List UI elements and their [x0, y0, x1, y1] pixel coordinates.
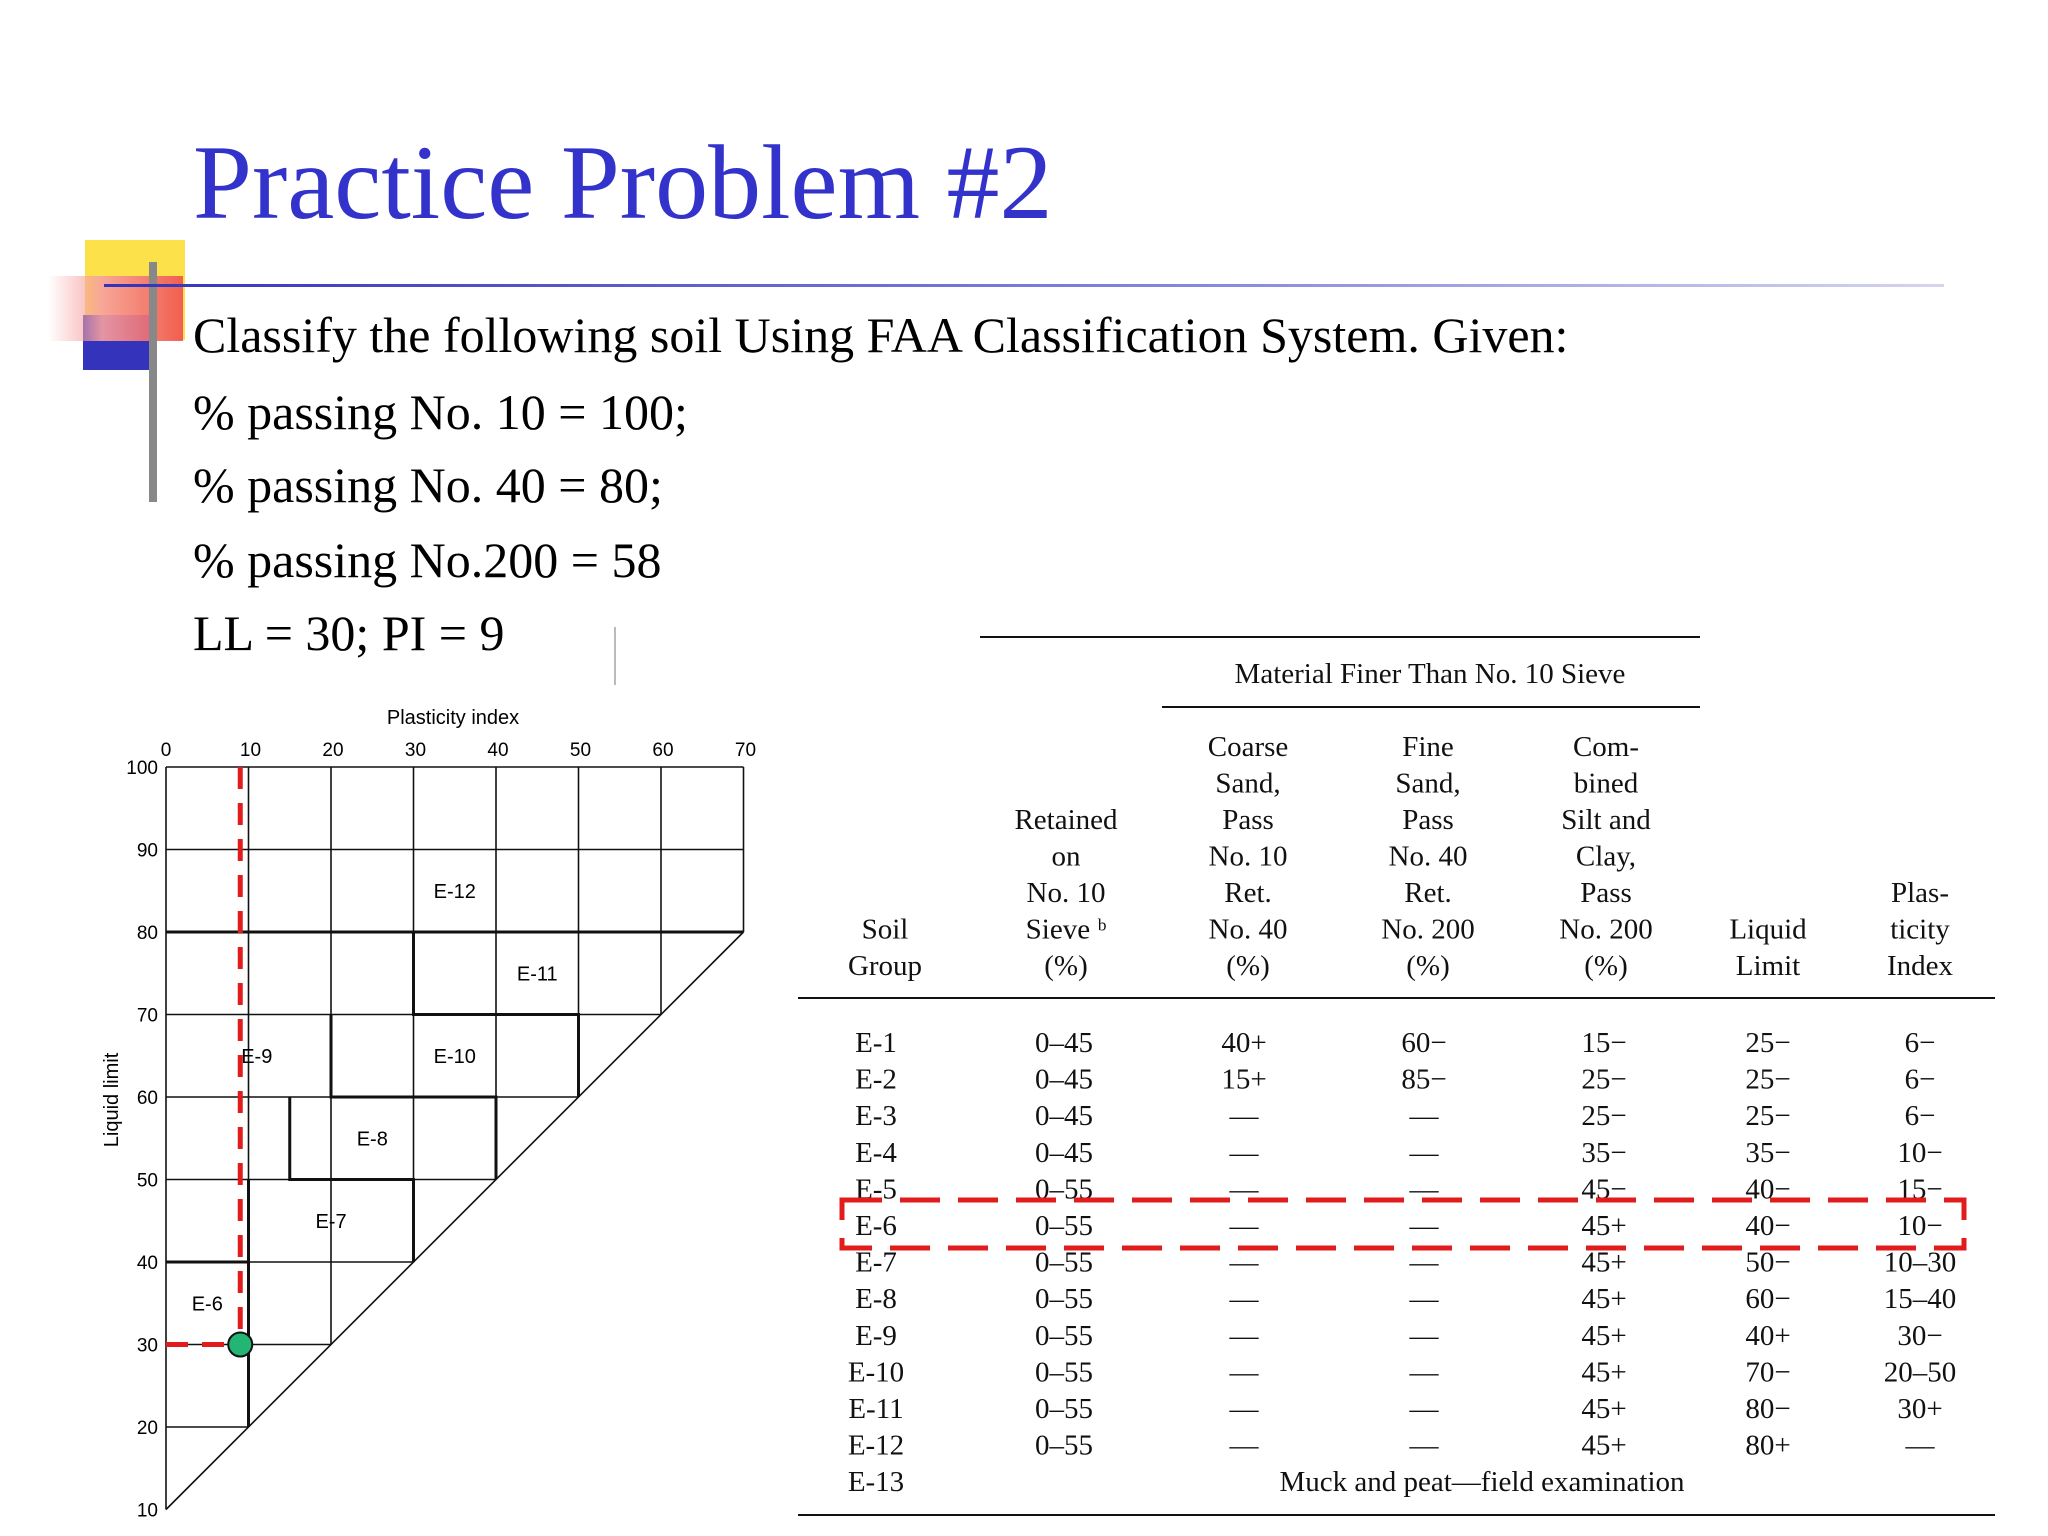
- table-cell: 45+: [1581, 1319, 1627, 1352]
- highlight-box: [842, 1200, 1964, 1248]
- x-tick-label: 50: [569, 740, 592, 761]
- table-cell: —: [1229, 1429, 1259, 1462]
- table-cell: —: [1409, 1356, 1439, 1389]
- header-coarse: (%): [1226, 950, 1270, 982]
- zone-label-e-10: E-10: [433, 1045, 476, 1068]
- table-cell: —: [1409, 1136, 1439, 1169]
- table-cell: 45+: [1581, 1246, 1627, 1279]
- given-ll-pi: LL = 30; PI = 9: [193, 605, 505, 661]
- x-tick-label: 30: [404, 740, 427, 761]
- table-cell: E-4: [855, 1136, 897, 1169]
- header-coarse: Coarse: [1207, 731, 1289, 763]
- table-cell: 0–55: [1035, 1429, 1093, 1462]
- header-fine: No. 40: [1388, 840, 1468, 873]
- y-tick-label: 50: [136, 1170, 158, 1192]
- table-cell: 10−: [1897, 1210, 1943, 1242]
- x-tick-label: 40: [487, 740, 509, 761]
- x-tick-label: 20: [322, 740, 344, 761]
- table-cell: —: [1409, 1429, 1439, 1462]
- table-row: [855, 1320, 1943, 1352]
- x-tick-label: 0: [160, 740, 172, 761]
- x-tick-label: 10: [239, 740, 262, 761]
- header-plasticity: ticity: [1890, 913, 1950, 946]
- table-cell: 45+: [1581, 1356, 1627, 1389]
- header-coarse: Ret.: [1224, 877, 1272, 909]
- header-combined: Silt and: [1561, 804, 1651, 836]
- header-fine: Sand,: [1395, 767, 1461, 800]
- table-cell: 45+: [1581, 1429, 1627, 1462]
- header-fine: Ret.: [1404, 877, 1452, 909]
- header-plasticity: Plas-: [1891, 877, 1949, 909]
- table-row: [855, 1064, 1935, 1096]
- table-cell: —: [1409, 1246, 1439, 1279]
- table-cell: E-11: [848, 1393, 904, 1425]
- y-tick-label: 30: [136, 1335, 158, 1357]
- y-tick-label: 70: [136, 1005, 158, 1027]
- table-group-header: Material Finer Than No. 10 Sieve: [1234, 658, 1626, 690]
- x-tick-label: 60: [652, 740, 674, 761]
- table-cell: 80+: [1745, 1429, 1791, 1462]
- table-cell: 15–40: [1883, 1283, 1957, 1316]
- table-cell: 15+: [1221, 1063, 1267, 1096]
- zone-label-e-6: E-6: [191, 1293, 223, 1316]
- table-cell: 15−: [1581, 1027, 1627, 1059]
- table-cell: —: [1409, 1393, 1439, 1425]
- header-soil-group: Group: [847, 950, 923, 982]
- table-cell: 60−: [1401, 1027, 1447, 1059]
- zone-label-e-9: E-9: [241, 1045, 273, 1068]
- table-row: [855, 1247, 1956, 1279]
- table-cell: 45−: [1581, 1173, 1627, 1206]
- header-combined: Clay,: [1575, 840, 1637, 873]
- y-tick-label: 90: [136, 840, 158, 862]
- header-retained: Sieve ᵇ: [1025, 913, 1107, 946]
- header-coarse: Pass: [1222, 804, 1274, 836]
- header-combined: Pass: [1580, 877, 1632, 909]
- table-row-e13: [848, 1466, 1685, 1498]
- table-cell: —: [1229, 1283, 1259, 1316]
- y-tick-label: 60: [136, 1088, 158, 1109]
- table-cell: —: [1229, 1356, 1259, 1389]
- given-passing-no10: % passing No. 10 = 100;: [193, 384, 688, 440]
- zone-label-e-11: E-11: [516, 963, 558, 986]
- header-combined: No. 200: [1559, 913, 1653, 946]
- table-row: [855, 1210, 1943, 1242]
- header-retained: Retained: [1014, 804, 1118, 836]
- table-cell: 30+: [1897, 1393, 1943, 1425]
- table-cell: 40−: [1745, 1210, 1791, 1242]
- table-cell: 0–45: [1035, 1100, 1093, 1133]
- table-cell: 40−: [1745, 1173, 1791, 1206]
- y-tick-label: 100: [126, 758, 158, 779]
- table-cell: 0–45: [1035, 1027, 1093, 1059]
- table-cell: 0–55: [1035, 1210, 1093, 1242]
- table-cell: 25−: [1745, 1063, 1791, 1096]
- table-cell: E-6: [855, 1210, 897, 1242]
- table-cell: —: [1229, 1393, 1259, 1425]
- table-cell: E-13: [847, 1466, 905, 1499]
- table-cell: E-8: [855, 1283, 897, 1316]
- table-cell: 25−: [1581, 1063, 1627, 1096]
- table-cell: —: [1409, 1173, 1439, 1206]
- table-cell: 0–55: [1035, 1319, 1093, 1352]
- x-tick-label: 70: [734, 740, 757, 761]
- table-cell: 25−: [1745, 1100, 1791, 1133]
- table-cell: 80−: [1745, 1393, 1791, 1425]
- zone-label-e-8: E-8: [356, 1128, 388, 1151]
- instruction-line: Classify the following soil Using FAA Classification System. Given:: [193, 307, 1569, 363]
- table-cell: —: [1905, 1429, 1935, 1462]
- table-cell: 0–45: [1035, 1063, 1093, 1096]
- table-cell: E-5: [855, 1173, 897, 1206]
- table-cell: 45+: [1581, 1210, 1627, 1242]
- table-cell: 0–45: [1035, 1136, 1093, 1169]
- diagonal-boundary: [166, 932, 744, 1510]
- table-row: [848, 1356, 1956, 1388]
- table-row: [848, 1430, 1936, 1462]
- header-soil-group: Soil: [861, 913, 909, 946]
- y-tick-label: 20: [136, 1418, 158, 1439]
- given-passing-no40: % passing No. 40 = 80;: [193, 457, 663, 513]
- header-coarse: Sand,: [1215, 767, 1281, 800]
- table-cell: 6−: [1904, 1027, 1936, 1059]
- table-cell: E-3: [855, 1100, 897, 1133]
- table-cell: —: [1229, 1319, 1259, 1352]
- table-cell: E-10: [847, 1356, 905, 1389]
- table-cell: 50−: [1745, 1246, 1791, 1279]
- header-retained: on: [1051, 840, 1081, 873]
- given-passing-no200: % passing No.200 = 58: [193, 532, 662, 588]
- table-cell: E-1: [855, 1027, 897, 1059]
- table-row: [855, 1100, 1935, 1132]
- table-cell: 35−: [1581, 1136, 1627, 1169]
- header-fine: Fine: [1402, 731, 1454, 763]
- table-cell: 10−: [1897, 1136, 1943, 1169]
- table-cell: 15−: [1897, 1173, 1943, 1206]
- table-cell: E-7: [855, 1246, 897, 1279]
- faa-classification-chart: [0, 0, 760, 1536]
- table-cell: —: [1409, 1210, 1439, 1242]
- header-retained: (%): [1044, 950, 1088, 982]
- table-cell: —: [1229, 1210, 1259, 1242]
- table-cell: 45+: [1581, 1283, 1627, 1316]
- table-cell: 20–50: [1883, 1356, 1957, 1389]
- header-combined: Com-: [1572, 731, 1640, 763]
- table-cell: 0–55: [1035, 1356, 1093, 1389]
- table-cell: —: [1409, 1283, 1439, 1316]
- y-tick-label: 80: [136, 923, 158, 944]
- y-tick-label: 40: [136, 1253, 158, 1274]
- header-plasticity: Index: [1886, 950, 1954, 982]
- table-cell: 40+: [1221, 1027, 1267, 1059]
- table-cell: 40+: [1745, 1319, 1791, 1352]
- table-row: [855, 1283, 1956, 1315]
- header-liquid: Limit: [1735, 950, 1801, 982]
- table-cell: 0–55: [1035, 1173, 1093, 1206]
- table-cell: —: [1409, 1319, 1439, 1352]
- muck-peat-note: Muck and peat—field examination: [1279, 1466, 1685, 1499]
- table-cell: E-9: [855, 1319, 897, 1352]
- x-axis-label: Plasticity index: [386, 707, 520, 729]
- table-cell: —: [1229, 1173, 1259, 1206]
- table-row: [855, 1027, 1935, 1059]
- table-cell: 0–55: [1035, 1283, 1093, 1316]
- table-cell: 10–30: [1883, 1246, 1957, 1279]
- table-row: [855, 1173, 1943, 1205]
- table-cell: 0–55: [1035, 1246, 1093, 1279]
- soil-data-point: [228, 1333, 252, 1357]
- header-combined: bined: [1573, 767, 1639, 800]
- table-cell: 85−: [1401, 1063, 1447, 1096]
- table-cell: 70−: [1745, 1356, 1791, 1389]
- table-cell: —: [1229, 1246, 1259, 1279]
- table-cell: —: [1229, 1136, 1259, 1169]
- zone-label-e-7: E-7: [315, 1210, 347, 1233]
- table-cell: 6−: [1904, 1100, 1936, 1133]
- table-cell: E-2: [855, 1063, 897, 1096]
- table-cell: —: [1229, 1100, 1259, 1133]
- slide-title: Practice Problem #2: [193, 124, 1053, 241]
- boundary-e8: [290, 1097, 414, 1262]
- table-cell: 25−: [1745, 1027, 1791, 1059]
- header-coarse: No. 10: [1208, 840, 1288, 873]
- header-fine: (%): [1406, 950, 1450, 982]
- header-fine: Pass: [1402, 804, 1454, 836]
- header-coarse: No. 40: [1208, 913, 1288, 946]
- header-fine: No. 200: [1381, 913, 1475, 946]
- table-cell: 6−: [1904, 1063, 1936, 1096]
- table-row: [848, 1393, 1942, 1425]
- header-retained: No. 10: [1026, 877, 1106, 909]
- table-row: [855, 1137, 1943, 1169]
- y-axis-label: Liquid limit: [101, 1052, 123, 1148]
- header-combined: (%): [1584, 950, 1628, 982]
- table-cell: 35−: [1745, 1136, 1791, 1169]
- table-cell: 60−: [1745, 1283, 1791, 1316]
- zone-label-e-12: E-12: [433, 880, 476, 903]
- table-cell: —: [1409, 1100, 1439, 1133]
- table-cell: 0–55: [1035, 1393, 1093, 1425]
- table-cell: 45+: [1581, 1393, 1627, 1425]
- table-cell: E-12: [847, 1429, 905, 1462]
- table-cell: 30−: [1897, 1319, 1943, 1352]
- header-liquid: Liquid: [1729, 913, 1807, 946]
- y-tick-label: 10: [136, 1500, 158, 1522]
- table-cell: 25−: [1581, 1100, 1627, 1133]
